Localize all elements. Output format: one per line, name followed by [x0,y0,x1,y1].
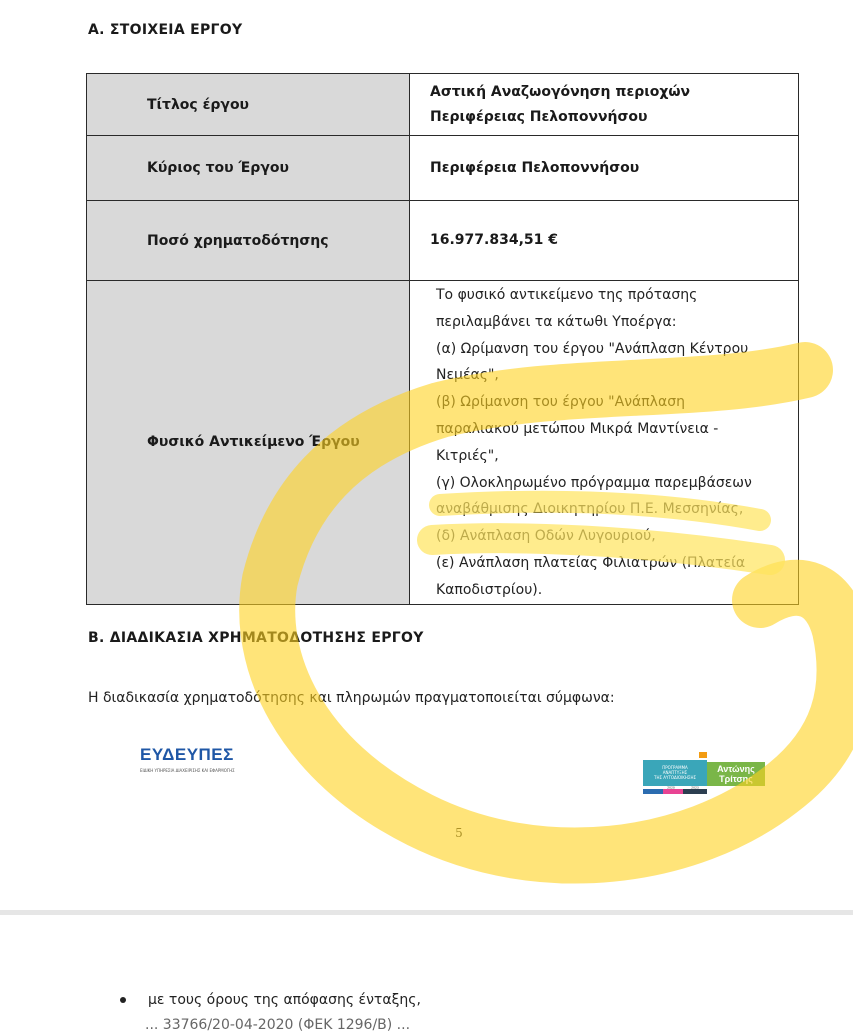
funding-procedure-paragraph: Η διαδικασία χρηματοδότησης και πληρωμών πραγματοποιείται σύμφωνα: [88,690,615,706]
description-line: αναβάθμισης Διοικητηρίου Π.Ε. Μεσσηνίας, [436,501,744,518]
year-end: 2023 [691,785,699,790]
cut-off-text-line: ... 33766/20-04-2020 (ΦΕΚ 1296/Β) ... [145,1017,411,1033]
page-number: 5 [455,826,463,840]
row-label: Τίτλος έργου [87,74,410,136]
table-row [87,281,799,605]
project-owner-value: Περιφέρεια Πελοποννήσου [410,136,799,201]
description-line: (α) Ωρίμανση του έργου "Ανάπλαση Κέντρου [436,340,749,357]
description-line: Νεμέας", [436,367,499,384]
svg-text:ΤΗΣ ΑΥΤΟΔΙΟΙΚΗΣΗΣ: ΤΗΣ ΑΥΤΟΔΙΟΙΚΗΣΗΣ [654,775,696,780]
section-a-heading: Α. ΣΤΟΙΧΕΙΑ ΕΡΓΟΥ [88,22,243,38]
row-label: Φυσικό Αντικείμενο Έργου [87,281,410,605]
description-line: (δ) Ανάπλαση Οδών Λυγουριού, [436,528,656,545]
tritsis-first-name: Αντώνης [717,764,755,774]
table-row [87,201,799,281]
eydeypes-logo [140,745,240,793]
eydeypes-logo-subtitle: ΕΙΔΙΚΗ ΥΠΗΡΕΣΙΑ ΔΙΑΧΕΙΡΙΣΗΣ ΚΑΙ ΕΦΑΡΜΟΓΗΣ [140,768,235,773]
funding-amount-value: 16.977.834,51 € [410,201,799,281]
description-line: παραλιακού μετώπου Μικρά Μαντίνεια - [436,420,719,437]
list-item [120,992,421,1008]
description-line: περιλαμβάνει τα κάτωθι Υποέργα: [436,313,677,330]
tritsis-last-name: Τρίτσης [719,774,753,784]
project-info-table [86,73,799,605]
physical-object-description [410,281,799,605]
description-line: (ε) Ανάπλαση πλατείας Φιλιατρών (Πλατεία [436,554,746,571]
svg-text:ΠΡΟΓΡΑΜΜΑ: ΠΡΟΓΡΑΜΜΑ [662,765,688,770]
svg-text:ΑΝΑΠΤΥΞΗΣ: ΑΝΑΠΤΥΞΗΣ [662,770,688,775]
row-label: Κύριος του Έργου [87,136,410,201]
bullet-text: με τους όρους της απόφασης ένταξης, [148,992,421,1008]
row-label: Ποσό χρηματοδότησης [87,201,410,281]
description-line: Κιτριές", [436,447,499,464]
project-title-value: Αστική Αναζωογόνηση περιοχών Περιφέρειας Πελοποννήσου [410,74,799,136]
description-line: (β) Ωρίμανση του έργου "Ανάπλαση [436,394,685,411]
table-row [87,74,799,136]
description-line: Καποδιστρίου). [436,581,543,598]
section-b-heading: Β. ΔΙΑΔΙΚΑΣΙΑ ΧΡΗΜΑΤΟΔΟΤΗΣΗΣ ΕΡΓΟΥ [88,630,424,646]
table-row [87,136,799,201]
eydeypes-logo-text: ΕΥΔΕΥΠΕΣ [140,745,234,764]
description-line: Το φυσικό αντικείμενο της πρότασης [436,287,698,303]
description-line: (γ) Ολοκληρωμένο πρόγραμμα παρεμβάσεων [436,474,752,491]
bullet-icon [120,997,126,1003]
year-start: 2020 [667,785,675,790]
tritsis-program-logo [643,752,765,796]
